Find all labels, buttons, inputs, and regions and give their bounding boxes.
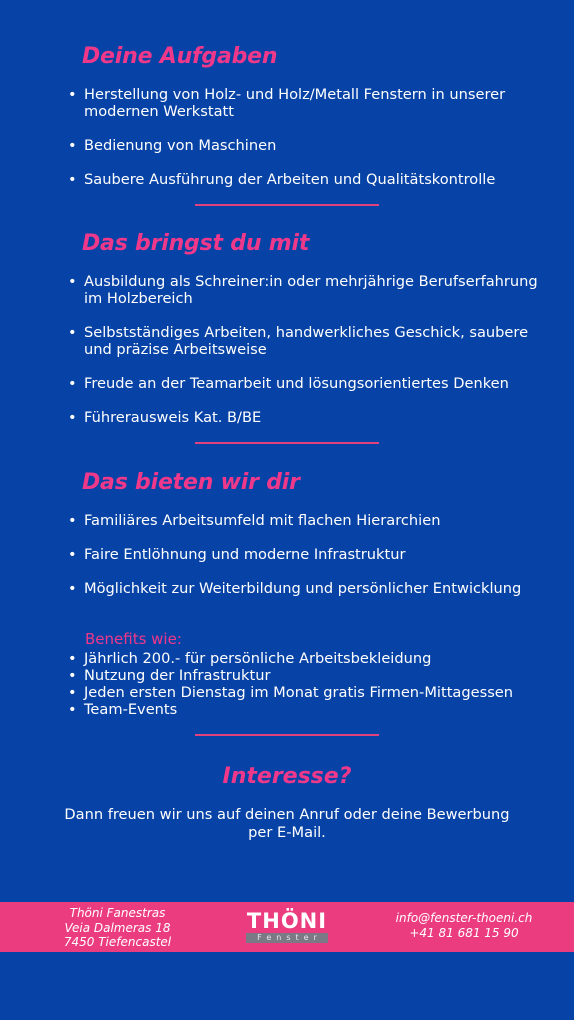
section-title-bringst: Das bringst du mit xyxy=(82,231,310,256)
list-item: • Faire Entlöhnung und moderne Infrastruktur xyxy=(66,546,546,563)
list-item: • Selbstständiges Arbeiten, handwerkliches Geschick, saubere und präzise Arbeitsweise xyxy=(66,324,546,358)
phone-number[interactable]: +41 81 681 15 90 xyxy=(409,925,519,940)
list-item: • Team-Events xyxy=(66,701,546,718)
list-item: • Nutzung der Infrastruktur xyxy=(66,667,546,684)
aufgaben-list xyxy=(66,86,546,188)
section-divider xyxy=(195,734,379,736)
email-link[interactable]: info@fenster-thoeni.ch xyxy=(395,911,533,925)
list-item: • Möglichkeit zur Weiterbildung und persönlicher Entwicklung xyxy=(66,580,546,597)
list-item: • Saubere Ausführung der Arbeiten und Qualitätskontrolle xyxy=(66,171,546,188)
list-item: • Herstellung von Holz- und Holz/Metall Fenstern in unserer modernen Werkstatt xyxy=(66,86,546,120)
list-item: • Freude an der Teamarbeit und lösungsorientiertes Denken xyxy=(66,375,546,392)
address-line: Veia Dalmeras 18 xyxy=(64,920,171,935)
logo-subtitle: Fenster xyxy=(246,933,328,943)
section-title-aufgaben: Deine Aufgaben xyxy=(82,44,278,69)
list-item: • Ausbildung als Schreiner:in oder mehrjährige Berufserfahrung im Holzbereich xyxy=(66,273,546,307)
company-logo xyxy=(245,910,329,943)
section-divider xyxy=(195,442,379,444)
list-item: • Jeden ersten Dienstag im Monat gratis Firmen-Mittagessen xyxy=(66,684,546,701)
interest-text: Dann freuen wir uns auf deinen Anruf oder deine Bewerbung per E-Mail. xyxy=(64,806,510,841)
list-item: • Bedienung von Maschinen xyxy=(66,137,546,154)
section-title-bieten: Das bieten wir dir xyxy=(82,470,300,495)
contact-info xyxy=(384,911,544,940)
footer-bar xyxy=(0,902,574,952)
address-line: 7450 Tiefencastel xyxy=(63,935,172,949)
benefits-label: Benefits wie: xyxy=(85,630,182,648)
list-item: • Führerausweis Kat. B/BE xyxy=(66,409,546,426)
interest-title: Interesse? xyxy=(222,764,352,789)
section-divider xyxy=(195,204,379,206)
address-line: Thöni Fanestras xyxy=(69,906,166,920)
bringst-list xyxy=(66,273,546,426)
list-item: • Familiäres Arbeitsumfeld mit flachen Hierarchien xyxy=(66,512,546,529)
logo-wordmark: THÖNI xyxy=(246,909,328,933)
company-address xyxy=(50,906,185,950)
benefits-list xyxy=(66,650,546,718)
bieten-list xyxy=(66,512,546,597)
list-item: • Jährlich 200.- für persönliche Arbeitsbekleidung xyxy=(66,650,546,667)
